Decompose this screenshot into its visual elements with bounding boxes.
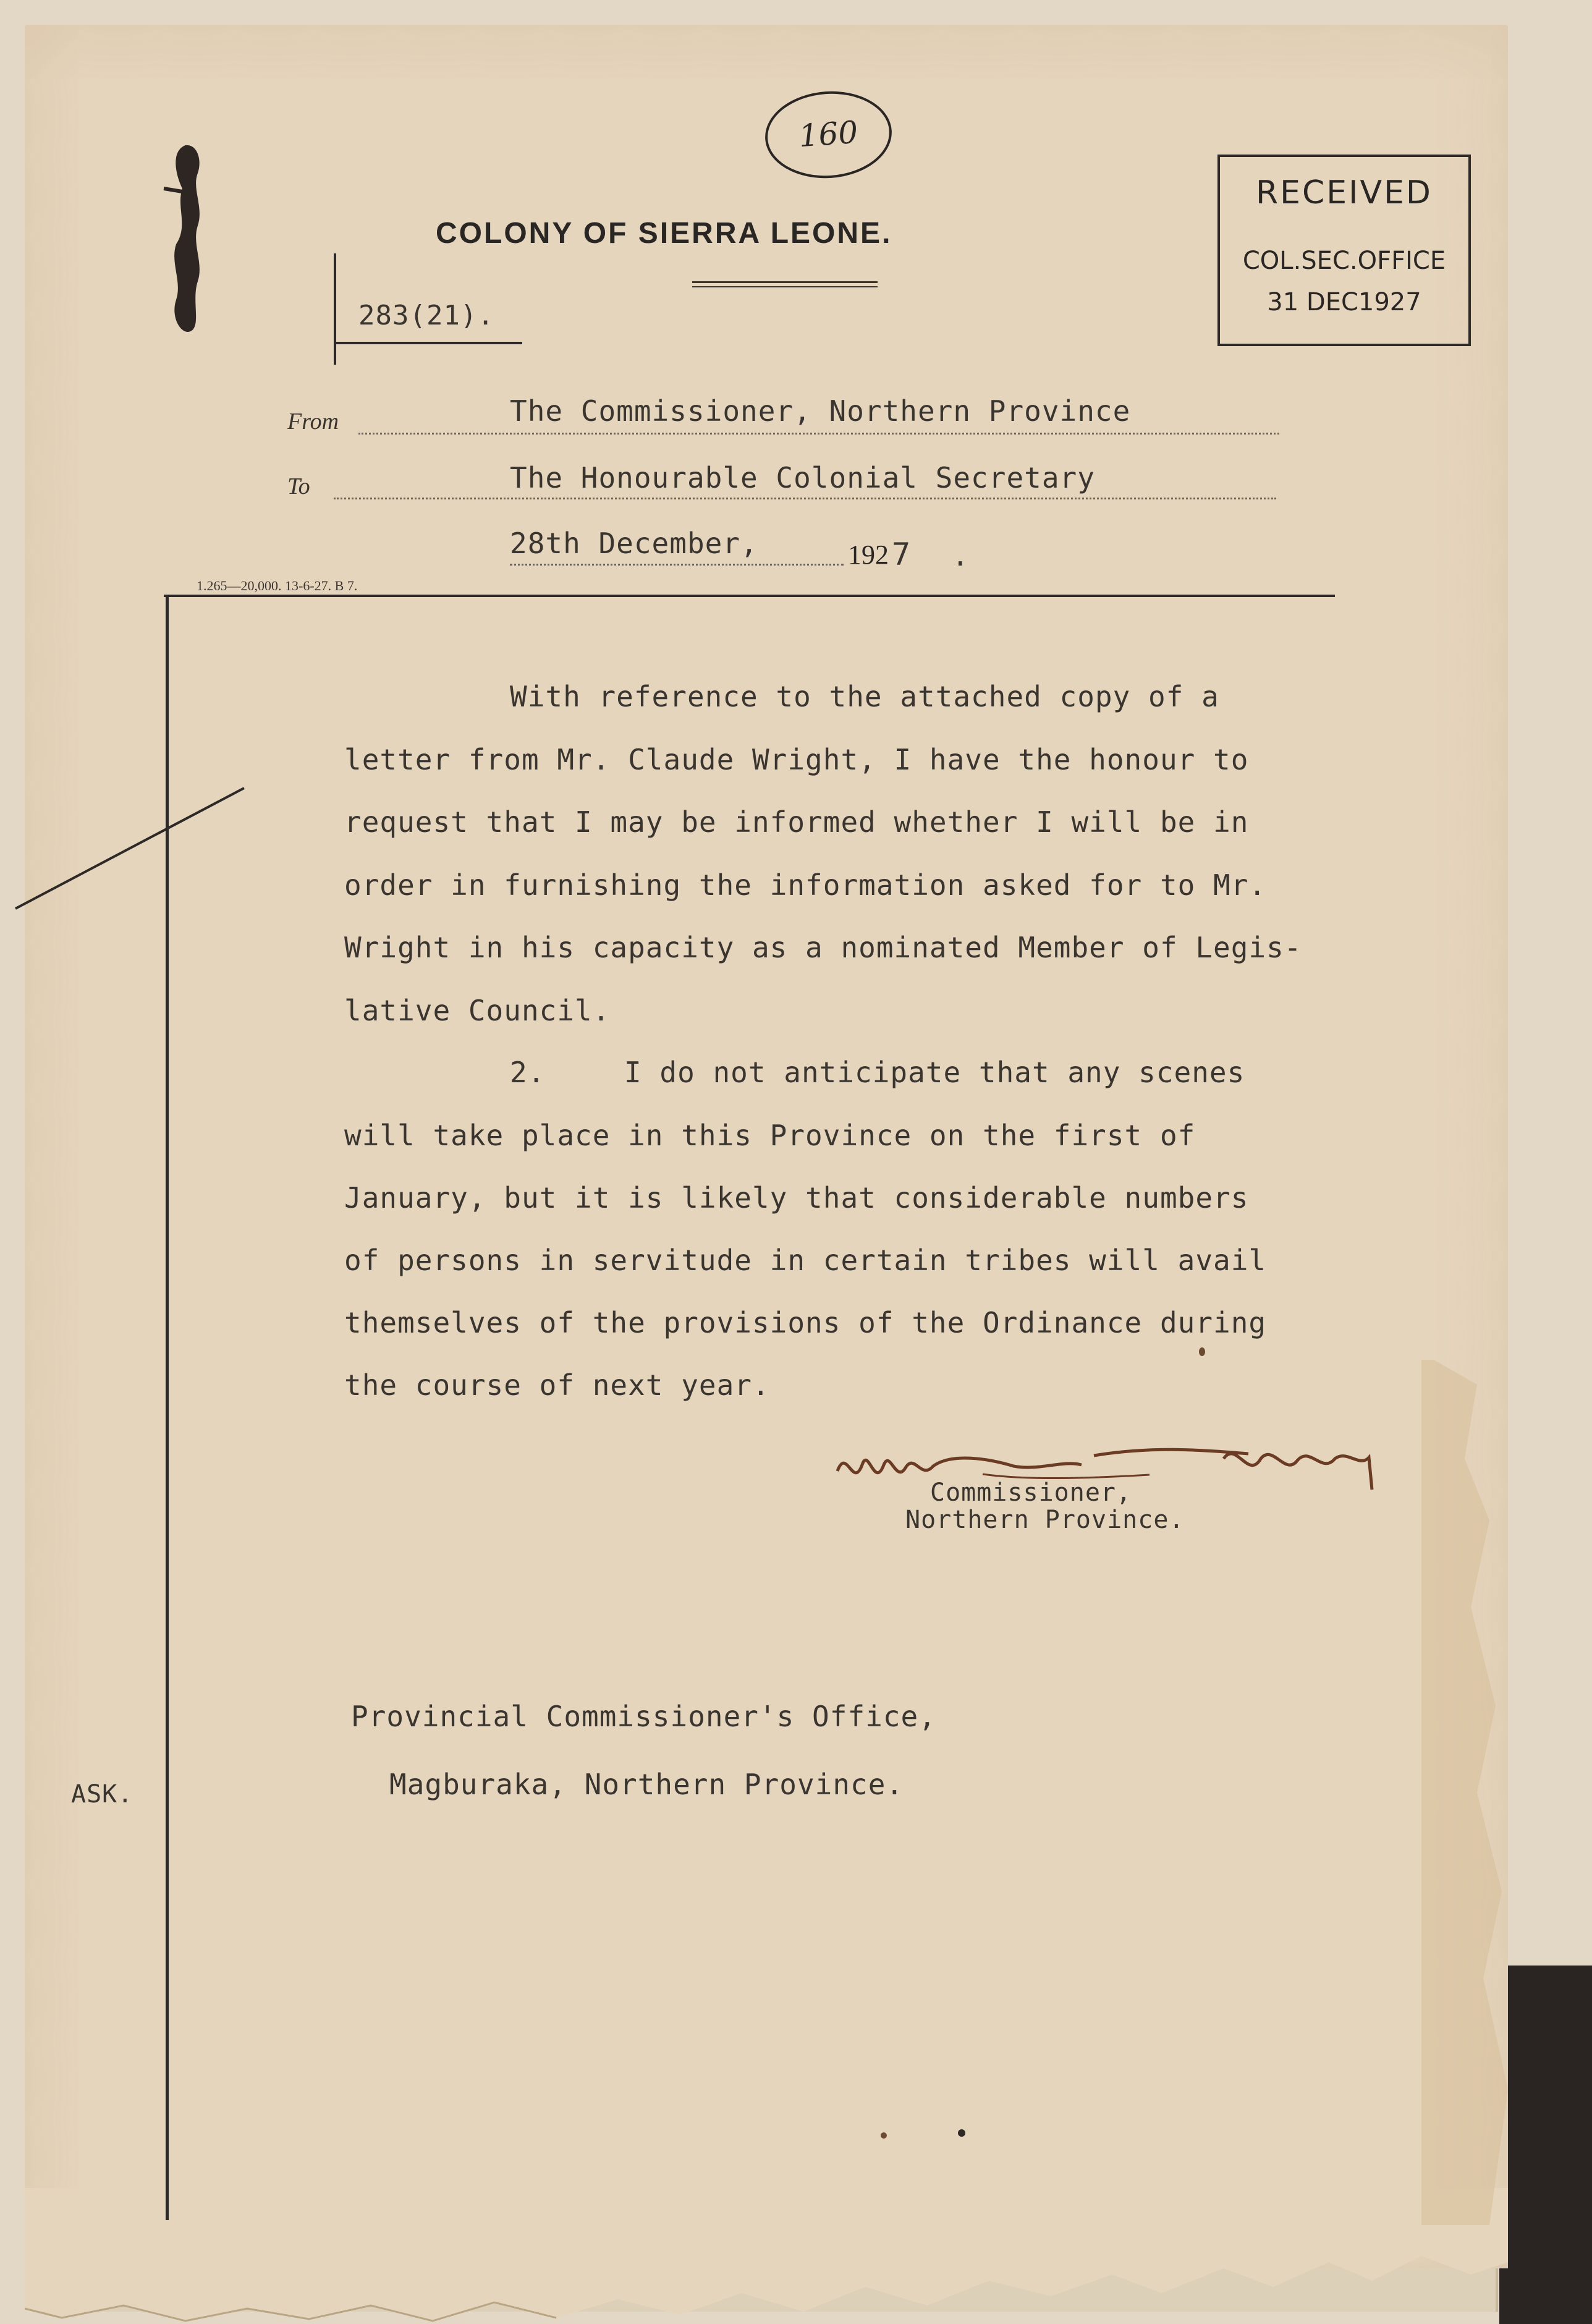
reference-bracket-horizontal xyxy=(334,342,522,344)
title-rule-2 xyxy=(692,286,878,287)
date-value: 28th December, xyxy=(510,527,758,560)
to-label: To xyxy=(287,473,310,499)
header-rule xyxy=(164,595,1335,597)
from-value: The Commissioner, Northern Province xyxy=(510,394,1131,428)
para2-number: 2. xyxy=(510,1056,546,1089)
reference-bracket-vertical xyxy=(334,253,336,365)
binding-clip-mark xyxy=(158,139,213,343)
office-line1: Provincial Commissioner's Office, xyxy=(351,1700,936,1733)
para2-line1: I do not anticipate that any scenes xyxy=(624,1056,1245,1089)
para1-line5: Wright in his capacity as a nominated Member of Legis- xyxy=(344,931,1302,964)
margin-note: ASK. xyxy=(71,1780,133,1809)
ink-speck xyxy=(958,2129,965,2137)
from-label: From xyxy=(287,409,339,435)
received-stamp xyxy=(1217,155,1471,346)
para1-line1: With reference to the attached copy of a xyxy=(510,680,1219,713)
para1-line2: letter from Mr. Claude Wright, I have the honour to xyxy=(344,743,1249,776)
reference-number: 283(21). xyxy=(358,300,494,331)
stamp-received-text: RECEIVED xyxy=(1256,174,1433,211)
para2-line3: January, but it is likely that considerable numbers xyxy=(344,1181,1249,1215)
para2-line5: themselves of the provisions of the Ordinance during xyxy=(344,1306,1267,1339)
para1-line6: lative Council. xyxy=(344,994,611,1027)
title-rule-1 xyxy=(692,281,878,283)
document-title: COLONY OF SIERRA LEONE. xyxy=(436,217,892,250)
torn-paper-edge xyxy=(0,2188,1592,2324)
to-value: The Honourable Colonial Secretary xyxy=(510,461,1095,494)
signature-province: Northern Province. xyxy=(905,1506,1185,1534)
ink-speck xyxy=(1199,1347,1205,1356)
date-year-suffix: 7 xyxy=(892,536,912,572)
to-dotted-line xyxy=(334,498,1276,499)
para1-line3: request that I may be informed whether I will be in xyxy=(344,805,1249,839)
folio-number: 160 xyxy=(762,87,894,182)
worn-right-edge xyxy=(1421,1360,1514,2225)
from-dotted-line xyxy=(358,433,1279,435)
para2-line6: the course of next year. xyxy=(344,1368,770,1402)
stamp-office-text: COL.SEC.OFFICE xyxy=(1242,247,1446,275)
date-year-prefix: 192 xyxy=(848,540,889,570)
para2-line2: will take place in this Province on the first of xyxy=(344,1119,1196,1152)
ink-speck xyxy=(881,2132,887,2139)
signature-title: Commissioner, xyxy=(930,1478,1132,1507)
date-end-mark: . xyxy=(952,539,970,572)
print-code: 1.265—20,000. 13-6-27. B 7. xyxy=(197,578,358,593)
date-dotted-line xyxy=(510,564,844,566)
stamp-date-text: 31 DEC1927 xyxy=(1267,288,1421,316)
para1-line4: order in furnishing the information asked for to Mr. xyxy=(344,868,1267,902)
margin-diagonal-stroke xyxy=(12,785,247,915)
para2-line4: of persons in servitude in certain tribes will avail xyxy=(344,1244,1267,1277)
office-line2: Magburaka, Northern Province. xyxy=(389,1768,904,1801)
